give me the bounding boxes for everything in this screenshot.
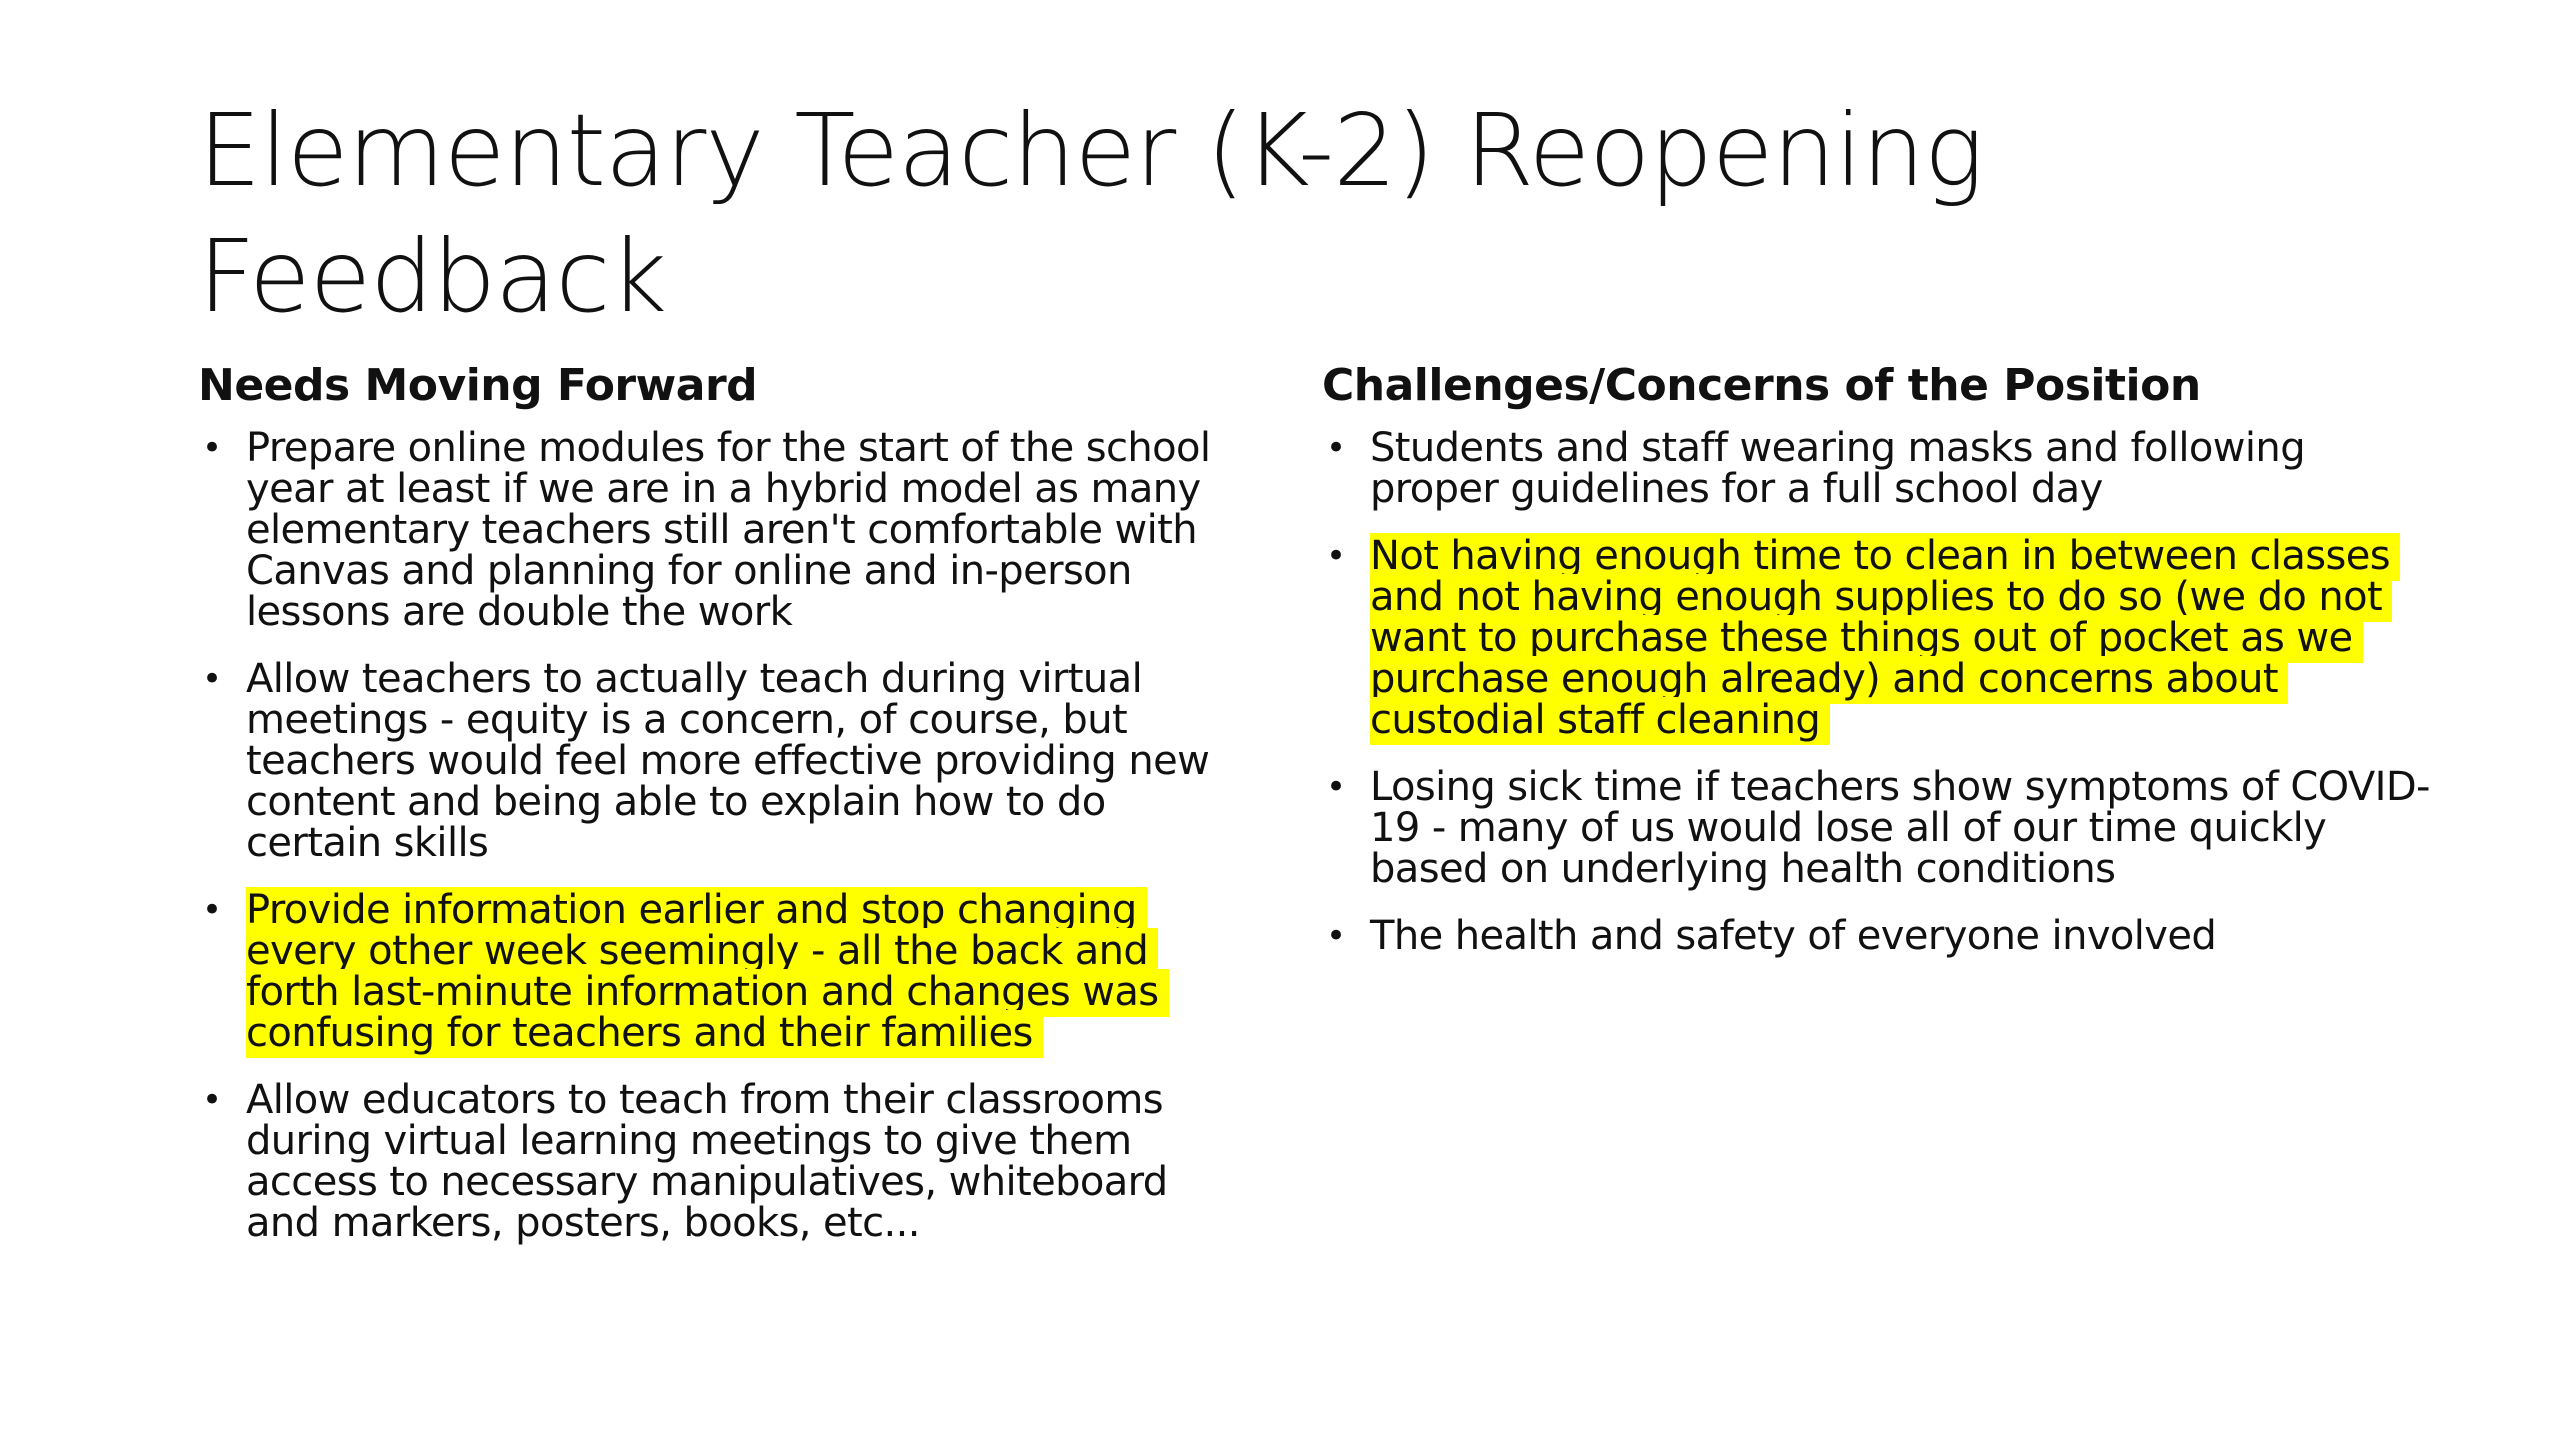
list-item bbox=[1322, 533, 2442, 743]
bullet-icon: • bbox=[1326, 767, 1346, 807]
challenges-column bbox=[1322, 358, 2442, 983]
list-item bbox=[198, 656, 1248, 866]
list-item-text: Students and staff wearing masks and following proper guidelines for a full school day bbox=[1370, 425, 2305, 512]
bullet-icon: • bbox=[202, 890, 222, 930]
bullet-icon: • bbox=[202, 659, 222, 699]
list-item bbox=[1322, 764, 2442, 892]
list-item bbox=[1322, 425, 2442, 512]
list-item-text: Prepare online modules for the start of the school year at least if we are in a hybrid model as many elementary teachers still aren't comfortable with Canvas and planning for online and in-person lessons are double the work bbox=[246, 425, 1211, 635]
bullet-icon: • bbox=[1326, 536, 1346, 576]
bullet-icon: • bbox=[202, 428, 222, 468]
challenges-heading: Challenges/Concerns of the Position bbox=[1322, 360, 2201, 411]
slide-title: Elementary Teacher (K-2) Reopening Feedback bbox=[198, 92, 1983, 335]
highlighted-text: Provide information earlier and stop changing every other week seemingly - all the back and forth last-minute information and changes was confusing for teachers and their families bbox=[246, 887, 1169, 1058]
list-item-text: Allow educators to teach from their classrooms during virtual learning meetings to give them access to necessary manipulatives, whiteboard and markers, posters, books, etc... bbox=[246, 1077, 1168, 1246]
bullet-icon: • bbox=[1326, 428, 1346, 468]
list-item-text: The health and safety of everyone involved bbox=[1370, 913, 2217, 959]
needs-heading: Needs Moving Forward bbox=[198, 360, 758, 411]
highlighted-text: Not having enough time to clean in between classes and not having enough supplies to do so (we do not want to purchase these things out of pocket as we purchase enough already) and concerns about custodial staff cleaning bbox=[1370, 533, 2400, 745]
list-item-text: Losing sick time if teachers show symptoms of COVID-19 - many of us would lose all of our time quickly based on underlying health conditions bbox=[1370, 764, 2430, 892]
challenges-list bbox=[1322, 425, 2442, 959]
needs-column bbox=[198, 358, 1248, 1270]
list-item-text: Allow teachers to actually teach during virtual meetings - equity is a concern, of course, but teachers would feel more effective providing new content and being able to explain how to do certain skills bbox=[246, 656, 1210, 866]
list-item bbox=[198, 887, 1248, 1056]
list-item bbox=[198, 1077, 1248, 1246]
needs-list bbox=[198, 425, 1248, 1246]
bullet-icon: • bbox=[1326, 916, 1346, 956]
list-item bbox=[1322, 913, 2442, 959]
bullet-icon: • bbox=[202, 1080, 222, 1120]
list-item bbox=[198, 425, 1248, 635]
